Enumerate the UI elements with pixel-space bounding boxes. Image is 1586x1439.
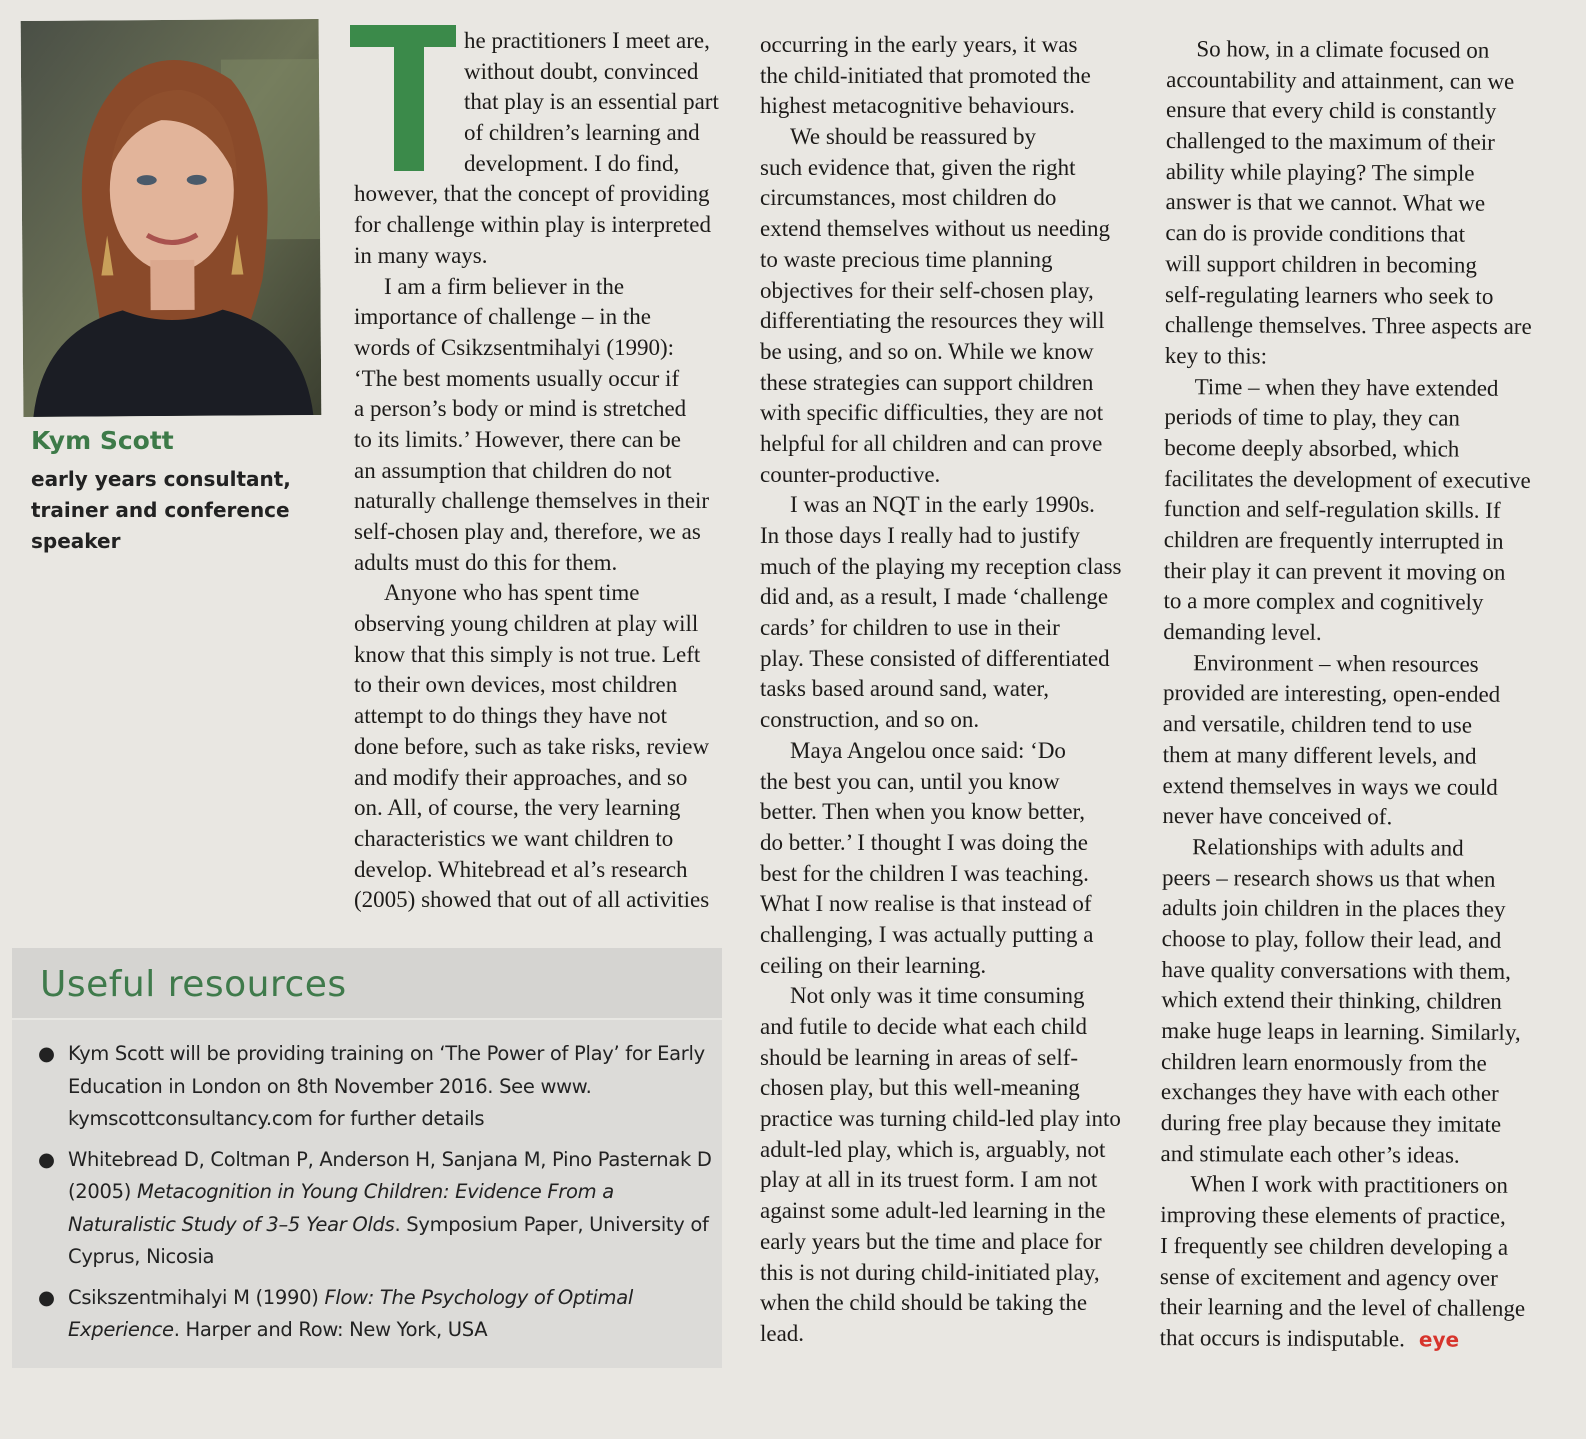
article-line	[354, 701, 719, 732]
article-line-text: an assumption that children do not	[354, 457, 672, 483]
article-line-text: challenged to the maximum of their	[1165, 128, 1495, 155]
article-line-text: ‘The best moments usually occur if	[354, 365, 680, 391]
article-line	[760, 828, 1122, 859]
article-line	[1160, 1231, 1527, 1264]
article-column-2	[760, 30, 1122, 1350]
article-line-text: best for the children I was teaching.	[760, 860, 1089, 886]
article-line-text: I am a firm believer in the	[384, 273, 625, 299]
article-line-text: be using, and so on. While we know	[760, 338, 1094, 364]
article-line-text: Maya Angelou once said: ‘Do	[790, 737, 1066, 763]
article-line-text: much of the playing my reception class	[760, 553, 1122, 579]
article-line	[760, 521, 1122, 552]
article-line	[354, 824, 719, 855]
article-line-text: them at many different levels, and	[1162, 741, 1477, 769]
article-line	[354, 149, 719, 180]
article-line-text: peers – research shows us that when	[1161, 864, 1496, 892]
article-line-text: function and self-regulation skills. If	[1163, 496, 1501, 524]
article-line-text: choose to play, follow their lead, and	[1161, 925, 1502, 953]
article-line-text: for challenge within play is interpreted	[354, 212, 712, 238]
article-line-text: can do is provide conditions that	[1165, 220, 1466, 247]
article-line	[760, 552, 1122, 583]
article-line	[1160, 1169, 1527, 1202]
article-line	[1166, 34, 1533, 67]
article-line	[1165, 218, 1532, 251]
article-line-text: children learn enormously from the	[1161, 1048, 1487, 1076]
article-line-text: Anyone who has spent time	[384, 580, 640, 606]
article-line-text: practice was turning child-led play into	[760, 1106, 1121, 1132]
resource-item	[30, 1144, 720, 1274]
article-line-text: development. I do find,	[464, 150, 680, 176]
article-line	[760, 981, 1122, 1012]
article-line	[1166, 157, 1533, 190]
article-line-text: and stimulate each other’s ideas.	[1160, 1140, 1460, 1168]
article-line-text: objectives for their self-chosen play,	[760, 277, 1094, 303]
article-line-text: develop. Whitebread et al’s research	[354, 856, 688, 882]
article-line-text: occurring in the early years, it was	[760, 32, 1078, 57]
article-line-text: to waste precious time planning	[760, 246, 1053, 272]
article-line	[760, 490, 1122, 521]
article-line	[1165, 372, 1532, 405]
resource-item	[30, 1282, 720, 1347]
article-line-text: ability while playing? The simple	[1165, 158, 1475, 186]
article-line-text: their learning and the level of challenge	[1159, 1294, 1526, 1322]
article-line	[1161, 955, 1528, 988]
article-line	[760, 30, 1122, 61]
resource-text: Kym Scott will be providing training on ‘The Power of Play’ for Early Education in London on 8th November 2016. See www. kymscottconsultancy.com for further details	[68, 1042, 705, 1130]
article-line-text: chosen play, but this well-meaning	[760, 1075, 1080, 1101]
article-line-text: Not only was it time consuming	[790, 983, 1085, 1009]
article-line-text: adults must do this for them.	[354, 549, 618, 575]
article-line	[354, 578, 719, 609]
article-line	[354, 333, 719, 364]
article-line-text: adult-led play, which is, arguably, not	[760, 1136, 1106, 1162]
article-line	[354, 425, 719, 456]
article-line	[1162, 863, 1529, 896]
article-line-text: Environment – when resources	[1193, 649, 1479, 677]
article-line	[760, 674, 1122, 705]
article-line-text: ceiling on their learning.	[760, 952, 987, 978]
article-line	[760, 644, 1122, 675]
article-line	[760, 767, 1122, 798]
article-line	[760, 1135, 1122, 1166]
article-line	[1165, 341, 1532, 374]
resource-text: . Harper and Row: New York, USA	[173, 1318, 488, 1341]
article-line-text: such evidence that, given the right	[760, 154, 1076, 180]
article-line	[760, 398, 1122, 429]
article-line	[1164, 556, 1531, 589]
article-line	[354, 609, 719, 640]
article-line	[760, 889, 1122, 920]
article-line-text: their play it can prevent it moving on	[1163, 557, 1506, 585]
article-line-text: play. These consisted of differentiated	[760, 645, 1110, 671]
article-line	[1163, 617, 1530, 650]
article-line	[354, 732, 719, 763]
article-line-text: key to this:	[1164, 342, 1268, 369]
article-line	[760, 1012, 1122, 1043]
article-line	[760, 61, 1122, 92]
article-line	[354, 486, 719, 517]
resource-title-text: Metacognition in Young Children: Evidence From a Naturalistic Study of 3–5 Year Olds	[68, 1180, 614, 1236]
article-line	[354, 210, 719, 241]
article-line	[1163, 709, 1530, 742]
article-line	[1160, 1262, 1527, 1295]
article-line-text: improving these elements of practice,	[1160, 1202, 1506, 1229]
article-line-text: know that this simply is not true. Left	[354, 641, 701, 667]
resources-list	[30, 1038, 720, 1355]
article-line-text: (2005) showed that out of all activities	[354, 887, 710, 913]
article-line-text: We should be reassured by	[790, 124, 1036, 150]
bullet-icon: ●	[38, 1147, 55, 1171]
article-line-text: sense of excitement and agency over	[1159, 1263, 1498, 1291]
article-line-text: never have conceived of.	[1162, 803, 1393, 830]
article-line	[760, 1227, 1122, 1258]
article-line-text: What I now realise is that instead of	[760, 891, 1092, 917]
resource-item	[30, 1038, 720, 1136]
article-line	[1164, 433, 1531, 466]
bullet-icon: ●	[38, 1285, 55, 1309]
article-line	[1165, 187, 1532, 220]
article-line	[760, 859, 1122, 890]
article-line	[354, 640, 719, 671]
article-line	[760, 153, 1122, 184]
article-line-text: construction, and so on.	[760, 707, 980, 733]
article-line-text: I was an NQT in the early 1990s.	[790, 492, 1095, 518]
article-line	[760, 1258, 1122, 1289]
article-line	[354, 548, 719, 579]
article-line	[1164, 494, 1531, 527]
article-line	[760, 951, 1122, 982]
article-line	[760, 1196, 1122, 1227]
article-line-text: ensure that every child is constantly	[1165, 97, 1497, 125]
author-photo	[21, 19, 322, 417]
article-line	[1163, 586, 1530, 619]
article-line	[1164, 525, 1531, 558]
article-line	[354, 241, 719, 272]
article-line-text: in many ways.	[354, 242, 488, 268]
article-line	[1165, 280, 1532, 313]
article-line	[1166, 126, 1533, 159]
article-line	[354, 26, 719, 57]
article-line-text: exchanges they have with each other	[1160, 1079, 1499, 1107]
article-line	[1165, 249, 1532, 282]
article-line-text: which extend their thinking, children	[1161, 987, 1502, 1015]
article-line	[760, 91, 1122, 122]
article-line	[1161, 1016, 1528, 1049]
article-line	[1165, 310, 1532, 343]
article-line-text: self-regulating learners who seek to	[1165, 281, 1494, 309]
article-line-text: that play is an essential part	[464, 89, 719, 115]
article-line-text: should be learning in areas of self-	[760, 1044, 1079, 1070]
article-line	[1162, 832, 1529, 865]
article-line-text: challenge themselves. Three aspects are	[1164, 312, 1532, 340]
article-line	[1164, 464, 1531, 497]
article-line	[760, 306, 1122, 337]
article-line-text: I frequently see children developing a	[1160, 1232, 1509, 1260]
article-line	[1160, 1292, 1527, 1325]
article-line	[354, 118, 719, 149]
article-line-text: When I work with practitioners on	[1190, 1171, 1508, 1199]
article-line-text: circumstances, most children do	[760, 185, 1057, 211]
article-line-text: children are frequently interrupted in	[1163, 527, 1504, 554]
article-line-text: did and, as a result, I made ‘challenge	[760, 584, 1109, 610]
article-line-text: cards’ for children to use in their	[760, 615, 1060, 641]
article-line-text: done before, such as take risks, review	[354, 733, 710, 759]
article-line	[354, 179, 719, 210]
article-line	[760, 245, 1122, 276]
article-line	[760, 920, 1122, 951]
article-line	[1166, 95, 1533, 128]
article-line	[1162, 893, 1529, 926]
article-line	[1161, 1047, 1528, 1080]
article-column-1	[354, 26, 719, 916]
article-line-text: have quality conversations with them,	[1161, 956, 1512, 984]
article-line-text: tasks based around sand, water,	[760, 676, 1050, 702]
article-line-text: naturally challenge themselves in their	[354, 488, 710, 514]
useful-resources-box	[12, 948, 722, 1368]
article-line-text: and futile to decide what each child	[760, 1014, 1087, 1039]
article-line	[354, 763, 719, 794]
article-line-text: In those days I really had to justify	[760, 523, 1081, 548]
article-line	[760, 183, 1122, 214]
article-line	[1164, 402, 1531, 435]
article-line-text: the best you can, until you know	[760, 768, 1060, 794]
article-line	[1161, 1077, 1528, 1110]
article-line-text: facilitates the development of executive	[1164, 465, 1531, 493]
article-line-text: become deeply absorbed, which	[1164, 434, 1460, 462]
article-line	[354, 670, 719, 701]
article-line-text: do better.’ I thought I was doing the	[760, 829, 1088, 855]
article-line-text: lead.	[760, 1320, 805, 1346]
article-line	[1161, 985, 1528, 1018]
article-line-text: Time – when they have extended	[1194, 373, 1499, 401]
article-line-text: adults join children in the places they	[1161, 895, 1506, 923]
article-line	[760, 1043, 1122, 1074]
article-line-text: importance of challenge – in the	[354, 304, 651, 330]
article-line-text: periods of time to play, they can	[1164, 404, 1461, 431]
article-line-text: self-chosen play and, therefore, we as	[354, 519, 701, 544]
article-line	[1163, 740, 1530, 773]
article-line	[1161, 1108, 1528, 1141]
article-line	[1160, 1200, 1527, 1233]
article-line	[1163, 648, 1530, 681]
article-line	[1166, 65, 1533, 98]
article-line-text: make huge leaps in learning. Similarly,	[1161, 1018, 1521, 1045]
article-line-text: play at all in its truest form. I am not	[760, 1167, 1098, 1193]
resource-text: Csikszentmihalyi M (1990)	[68, 1285, 325, 1309]
article-line-text: against some adult-led learning in the	[760, 1198, 1106, 1224]
article-line-text: however, that the concept of providing	[354, 181, 710, 207]
article-line-text: will support children in becoming	[1165, 250, 1478, 278]
article-line	[760, 122, 1122, 153]
article-line	[760, 1104, 1122, 1135]
article-line	[354, 394, 719, 425]
article-line	[760, 214, 1122, 245]
article-line	[760, 460, 1122, 491]
article-line-text: to its limits.’ However, there can be	[354, 426, 681, 452]
article-line-text: to their own devices, most children	[354, 672, 678, 698]
article-line-text: a person’s body or mind is stretched	[354, 396, 687, 422]
author-name: Kym Scott	[31, 426, 174, 455]
article-line-text: extend themselves in ways we could	[1162, 772, 1498, 800]
article-line	[1162, 771, 1529, 804]
article-line	[760, 1073, 1122, 1104]
article-line-text: highest metacognitive behaviours.	[760, 93, 1075, 119]
article-line	[1163, 678, 1530, 711]
article-line	[760, 1165, 1122, 1196]
article-line-text: attempt to do things they have not	[354, 703, 668, 729]
article-line	[354, 855, 719, 886]
article-line-text: and modify their approaches, and so	[354, 764, 688, 790]
article-line-text: of children’s learning and	[464, 120, 700, 146]
resources-title: Useful resources	[40, 964, 347, 1005]
article-line-text: he practitioners I meet are,	[464, 28, 710, 53]
article-line	[1162, 801, 1529, 834]
article-line-text: these strategies can support children	[760, 369, 1094, 395]
article-line	[760, 368, 1122, 399]
article-line	[1161, 1139, 1528, 1172]
article-line	[354, 456, 719, 487]
bullet-icon: ●	[38, 1042, 55, 1065]
article-line-text: So how, in a climate focused on	[1196, 36, 1490, 63]
article-line	[1160, 1323, 1527, 1356]
article-line-text: words of Csikzsentmihalyi (1990):	[354, 334, 675, 360]
article-line	[354, 272, 719, 303]
article-line-text: this is not during child-initiated play,	[760, 1259, 1100, 1285]
article-line-text: better. Then when you know better,	[760, 799, 1086, 825]
article-line-text: provided are interesting, open-ended	[1162, 680, 1501, 708]
author-role: early years consultant, trainer and conference speaker	[31, 467, 291, 553]
article-line-text: differentiating the resources they will	[760, 308, 1105, 334]
article-line-text: characteristics we want children to	[354, 825, 674, 851]
article-line	[354, 517, 719, 548]
article-line-text: with specific difficulties, they are not	[760, 400, 1104, 426]
article-line-text: when the child should be taking the	[760, 1290, 1088, 1316]
article-column-3	[1160, 34, 1534, 1355]
article-line-text: and versatile, children tend to use	[1162, 711, 1473, 738]
article-line	[354, 364, 719, 395]
article-line	[760, 705, 1122, 736]
article-line-text: helpful for all children and can prove	[760, 430, 1103, 456]
article-line	[760, 582, 1122, 613]
article-line-text: without doubt, convinced	[464, 58, 699, 84]
eye-logo-end-mark: eye	[1418, 1327, 1460, 1352]
article-line	[760, 1319, 1122, 1350]
article-line-text: demanding level.	[1163, 619, 1322, 645]
article-line	[760, 797, 1122, 828]
article-line	[760, 613, 1122, 644]
article-line	[354, 87, 719, 118]
resource-text: . Symposium Paper, University of Cyprus, Nicosia	[68, 1212, 709, 1268]
article-line	[760, 736, 1122, 767]
article-line	[760, 276, 1122, 307]
article-line-text: extend themselves without us needing	[760, 216, 1111, 242]
article-line	[354, 793, 719, 824]
article-line-text: counter-productive.	[760, 461, 941, 487]
article-line-text: challenging, I was actually putting a	[760, 921, 1094, 947]
article-line-text: that occurs is indisputable.	[1159, 1324, 1405, 1352]
resource-title-text: Flow: The Psychology of Optimal Experience	[68, 1285, 633, 1341]
article-line	[354, 57, 719, 88]
article-line	[760, 337, 1122, 368]
article-line-text: to a more complex and cognitively	[1163, 588, 1484, 616]
article-line-text: Relationships with adults and	[1192, 834, 1464, 861]
article-line-text: the child-initiated that promoted the	[760, 62, 1091, 88]
article-line-text: early years but the time and place for	[760, 1228, 1102, 1254]
article-line	[354, 302, 719, 333]
article-line	[760, 1288, 1122, 1319]
article-line-text: during free play because they imitate	[1160, 1110, 1502, 1137]
article-line-text: accountability and attainment, can we	[1166, 66, 1515, 94]
article-line-text: on. All, of course, the very learning	[354, 795, 681, 821]
resource-text: Whitebread D, Coltman P, Anderson H, Sanjana M, Pino Pasternak D (2005)	[68, 1147, 712, 1203]
article-line-text: observing young children at play will	[354, 611, 699, 637]
article-line	[1162, 924, 1529, 957]
article-line	[760, 429, 1122, 460]
article-line	[354, 885, 719, 916]
article-line-text: answer is that we cannot. What we	[1165, 189, 1486, 217]
